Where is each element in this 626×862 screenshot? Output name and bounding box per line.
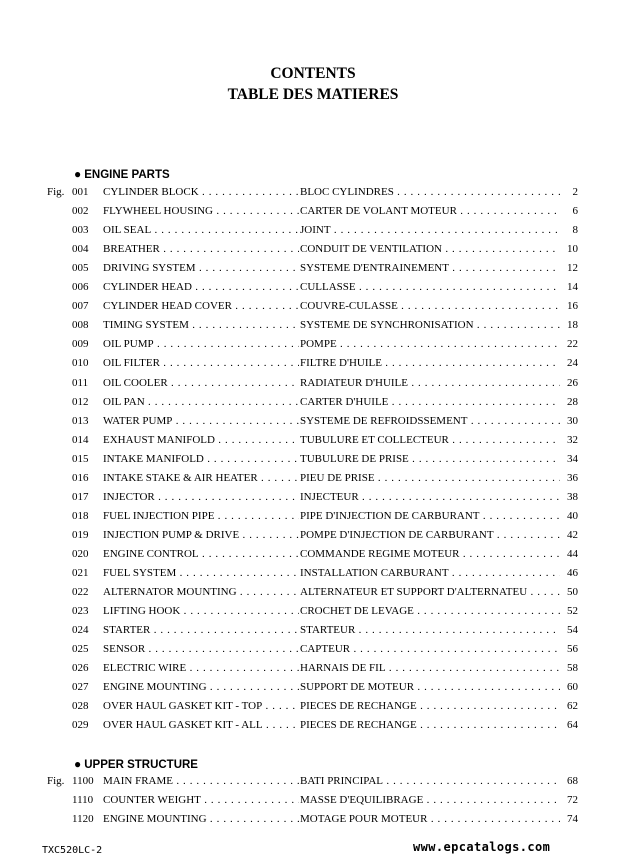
- page-number: 68: [560, 774, 578, 788]
- english-title: [103, 337, 299, 351]
- figure-number: 1120: [72, 813, 94, 826]
- figure-number: 014: [72, 433, 89, 446]
- fig-label: Fig.: [47, 775, 65, 787]
- english-title: [103, 680, 299, 694]
- toc-entry: [0, 356, 626, 375]
- french-title-text: MOTAGE POUR MOTEUR . . .: [300, 813, 568, 825]
- french-title-text: TUBULURE ET COLLECTEUR . . .: [300, 434, 568, 446]
- english-title-text: FUEL INJECTION PIPE . . .: [103, 510, 299, 522]
- french-title-text: CAPTEUR . . .: [300, 643, 568, 655]
- french-title: [300, 566, 568, 580]
- page-number: 22: [560, 337, 578, 351]
- figure-number: 003: [72, 224, 89, 237]
- figure-number: 010: [72, 357, 89, 370]
- french-title: [300, 395, 568, 409]
- english-title-text: ENGINE CONTROL . . .: [103, 548, 299, 560]
- french-title: [300, 642, 568, 656]
- french-title-text: PIPE D'INJECTION DE CARBURANT . . .: [300, 510, 568, 522]
- french-title-text: HARNAIS DE FIL . . .: [300, 662, 568, 674]
- figure-number: 027: [72, 681, 89, 694]
- french-title-text: SYSTEME D'ENTRAINEMENT . . .: [300, 262, 568, 274]
- french-title: [300, 204, 568, 218]
- figure-number: 017: [72, 490, 89, 503]
- figure-number: 001: [72, 186, 89, 198]
- english-title: [103, 793, 299, 807]
- page-number: 46: [560, 566, 578, 580]
- english-title: [103, 585, 299, 599]
- figure-number: 1110: [72, 794, 94, 807]
- toc-entry: [0, 280, 626, 299]
- french-title-text: POMPE . . .: [300, 338, 568, 350]
- figure-number: 016: [72, 471, 89, 484]
- english-title-text: CYLINDER HEAD COVER . . .: [103, 300, 299, 312]
- french-title: [300, 661, 568, 675]
- figure-number: 026: [72, 662, 89, 675]
- english-title: [103, 490, 299, 504]
- french-title-text: POMPE D'INJECTION DE CARBURANT . . .: [300, 529, 568, 541]
- french-title-text: TUBULURE DE PRISE . . .: [300, 453, 568, 465]
- french-title: [300, 299, 568, 313]
- fig-label: Fig.: [47, 186, 65, 198]
- page-subtitle: TABLE DES MATIERES: [227, 86, 399, 103]
- section-title: ENGINE PARTS: [84, 169, 170, 181]
- english-title-text: CYLINDER HEAD . . .: [103, 281, 299, 293]
- french-title: [300, 356, 568, 370]
- toc-entry: [0, 547, 626, 566]
- toc-entry: [0, 414, 626, 433]
- page-number: 10: [560, 242, 578, 256]
- figure-number: 021: [72, 567, 89, 579]
- english-title: [103, 547, 299, 561]
- figure-number: 029: [72, 719, 89, 732]
- figure-number: 012: [72, 395, 89, 408]
- english-title-text: OVER HAUL GASKET KIT - TOP . . .: [103, 700, 299, 712]
- english-title: [103, 699, 299, 713]
- figure-number: 025: [72, 643, 89, 656]
- page-number: 74: [560, 812, 578, 826]
- french-title: [300, 528, 568, 542]
- french-title: [300, 471, 568, 485]
- toc-entry: [0, 452, 626, 471]
- english-title: [103, 661, 299, 675]
- english-title: [103, 433, 299, 447]
- toc-entry: [0, 471, 626, 490]
- english-title: [103, 261, 299, 275]
- figure-number: 019: [72, 528, 89, 541]
- french-title-text: INSTALLATION CARBURANT . . .: [300, 567, 568, 579]
- toc-entry: [0, 490, 626, 509]
- page-number: 56: [560, 642, 578, 656]
- page-title: CONTENTS: [270, 65, 356, 82]
- page-number: 6: [560, 204, 578, 218]
- figure-number: 007: [72, 300, 89, 313]
- english-title-text: LIFTING HOOK . . .: [103, 605, 299, 617]
- toc-entry: [0, 528, 626, 547]
- french-title-text: FILTRE D'HUILE . . .: [300, 357, 568, 369]
- page-number: 54: [560, 623, 578, 637]
- page-number: 12: [560, 261, 578, 275]
- english-title: [103, 642, 299, 656]
- page-number: 16: [560, 299, 578, 313]
- english-title-text: OIL FILTER . . .: [103, 357, 299, 369]
- toc-entry: [0, 566, 626, 585]
- english-title: [103, 471, 299, 485]
- english-title-text: INTAKE MANIFOLD . . .: [103, 453, 299, 465]
- page-number: 18: [560, 318, 578, 332]
- french-title-text: SUPPORT DE MOTEUR . . .: [300, 681, 568, 693]
- figure-number: 004: [72, 243, 89, 256]
- french-title-text: INJECTEUR . . .: [300, 491, 568, 503]
- page-number: 64: [560, 718, 578, 732]
- page-number: 42: [560, 528, 578, 542]
- toc-entry: [0, 793, 626, 812]
- section-title: UPPER STRUCTURE: [84, 759, 198, 771]
- french-title-text: JOINT . . .: [300, 224, 568, 236]
- french-title: [300, 223, 568, 237]
- french-title-text: CONDUIT DE VENTILATION . . .: [300, 243, 568, 255]
- document-code: TXC520LC-2: [42, 845, 103, 856]
- english-title-text: ELECTRIC WIRE . . .: [103, 662, 299, 674]
- english-title-text: WATER PUMP . . .: [103, 415, 299, 427]
- page-number: 14: [560, 280, 578, 294]
- toc-entry: [0, 661, 626, 680]
- toc-entry: [0, 261, 626, 280]
- french-title: [300, 812, 568, 826]
- french-title: [300, 280, 568, 294]
- page-number: 28: [560, 395, 578, 409]
- english-title: [103, 452, 299, 466]
- french-title: [300, 585, 568, 599]
- page-number: 58: [560, 661, 578, 675]
- english-title-text: CYLINDER BLOCK . . .: [103, 186, 299, 198]
- english-title: [103, 318, 299, 332]
- section-heading-engine-parts: [74, 167, 170, 181]
- french-title: [300, 376, 568, 390]
- english-title: [103, 395, 299, 409]
- toc-entry: [0, 718, 626, 737]
- french-title: [300, 623, 568, 637]
- english-title: [103, 509, 299, 523]
- toc-entry: [0, 774, 626, 793]
- page-number: 2: [560, 185, 578, 199]
- figure-number: 006: [72, 281, 89, 294]
- toc-entry: [0, 585, 626, 604]
- english-title-text: ENGINE MOUNTING . . .: [103, 681, 299, 693]
- french-title-text: CARTER D'HUILE . . .: [300, 396, 568, 408]
- page-number: 30: [560, 414, 578, 428]
- french-title: [300, 793, 568, 807]
- figure-number: 020: [72, 547, 89, 560]
- french-title: [300, 318, 568, 332]
- french-title: [300, 452, 568, 466]
- figure-number: 024: [72, 624, 89, 637]
- toc-entry: [0, 680, 626, 699]
- figure-number: 015: [72, 452, 89, 465]
- figure-number: 023: [72, 605, 89, 618]
- bullet-icon: ●: [74, 167, 82, 181]
- french-title: [300, 337, 568, 351]
- french-title-text: ALTERNATEUR ET SUPPORT D'ALTERNATEU . . .: [300, 586, 568, 598]
- english-title: [103, 528, 299, 542]
- figure-number: 013: [72, 414, 89, 427]
- english-title-text: OIL PAN . . .: [103, 396, 299, 408]
- french-title: [300, 414, 568, 428]
- figure-number: 009: [72, 338, 89, 351]
- french-title-text: CROCHET DE LEVAGE . . .: [300, 605, 568, 617]
- french-title-text: COUVRE-CULASSE . . .: [300, 300, 568, 312]
- french-title: [300, 433, 568, 447]
- french-title-text: PIEU DE PRISE . . .: [300, 472, 568, 484]
- page-number: 34: [560, 452, 578, 466]
- toc-entry: [0, 623, 626, 642]
- english-title-text: EXHAUST MANIFOLD . . .: [103, 434, 299, 446]
- english-title-text: ENGINE MOUNTING . . .: [103, 813, 299, 825]
- page-number: 8: [560, 223, 578, 237]
- english-title: [103, 356, 299, 370]
- watermark-url: www.epcatalogs.com: [413, 840, 551, 854]
- toc-entry: [0, 699, 626, 718]
- english-title-text: OIL PUMP . . .: [103, 338, 299, 350]
- english-title-text: FUEL SYSTEM . . .: [103, 567, 299, 579]
- toc-entry: [0, 812, 626, 831]
- english-title-text: SENSOR . . .: [103, 643, 299, 655]
- english-title: [103, 812, 299, 826]
- page-number: 40: [560, 509, 578, 523]
- section-heading-upper-structure: [74, 757, 198, 771]
- english-title: [103, 280, 299, 294]
- english-title-text: TIMING SYSTEM . . .: [103, 319, 299, 331]
- english-title-text: INTAKE STAKE & AIR HEATER . . .: [103, 472, 299, 484]
- page-number: 72: [560, 793, 578, 807]
- english-title: [103, 299, 299, 313]
- french-title-text: COMMANDE REGIME MOTEUR . . .: [300, 548, 568, 560]
- english-title-text: INJECTION PUMP & DRIVE . . .: [103, 529, 299, 541]
- figure-number: 011: [72, 376, 89, 389]
- french-title: [300, 680, 568, 694]
- english-title: [103, 604, 299, 618]
- french-title-text: SYSTEME DE REFROIDSSEMENT . . .: [300, 415, 568, 427]
- toc-entry: [0, 395, 626, 414]
- french-title-text: BATI PRINCIPAL . . .: [300, 775, 568, 787]
- english-title: [103, 223, 299, 237]
- french-title-text: CARTER DE VOLANT MOTEUR . . .: [300, 205, 568, 217]
- french-title-text: PIECES DE RECHANGE . . .: [300, 719, 568, 731]
- english-title: [103, 185, 299, 199]
- english-title: [103, 414, 299, 428]
- french-title-text: SYSTEME DE SYNCHRONISATION . . .: [300, 319, 568, 331]
- french-title: [300, 718, 568, 732]
- figure-number: 008: [72, 319, 89, 332]
- english-title: [103, 376, 299, 390]
- french-title: [300, 261, 568, 275]
- toc-entry: [0, 318, 626, 337]
- english-title: [103, 204, 299, 218]
- bullet-icon: ●: [74, 757, 82, 771]
- french-title: [300, 604, 568, 618]
- french-title: [300, 699, 568, 713]
- french-title-text: CULLASSE . . .: [300, 281, 568, 293]
- page-number: 32: [560, 433, 578, 447]
- toc-entry: [0, 204, 626, 223]
- french-title: [300, 242, 568, 256]
- english-title-text: ALTERNATOR MOUNTING . . .: [103, 586, 299, 598]
- french-title: [300, 185, 568, 199]
- page-number: 50: [560, 585, 578, 599]
- figure-number: 1100: [72, 775, 94, 787]
- page-number: 36: [560, 471, 578, 485]
- toc-entry: [0, 185, 626, 204]
- toc-entry: [0, 376, 626, 395]
- toc-entry: [0, 433, 626, 452]
- english-title-text: FLYWHEEL HOUSING . . .: [103, 205, 299, 217]
- french-title-text: RADIATEUR D'HUILE . . .: [300, 377, 568, 389]
- figure-number: 002: [72, 205, 89, 218]
- french-title-text: PIECES DE RECHANGE . . .: [300, 700, 568, 712]
- figure-number: 005: [72, 262, 89, 275]
- english-title-text: MAIN FRAME . . .: [103, 775, 299, 787]
- french-title: [300, 547, 568, 561]
- toc-entry: [0, 299, 626, 318]
- toc-entry: [0, 242, 626, 261]
- french-title-text: MASSE D'EQUILIBRAGE . . .: [300, 794, 568, 806]
- english-title: [103, 623, 299, 637]
- page-number: 62: [560, 699, 578, 713]
- figure-number: 028: [72, 700, 89, 713]
- toc-entry: [0, 604, 626, 623]
- english-title: [103, 566, 299, 580]
- page-number: 52: [560, 604, 578, 618]
- french-title: [300, 509, 568, 523]
- english-title-text: BREATHER . . .: [103, 243, 299, 255]
- figure-number: 018: [72, 509, 89, 522]
- toc-entry: [0, 509, 626, 528]
- english-title: [103, 774, 299, 788]
- english-title-text: OIL SEAL . . .: [103, 224, 299, 236]
- english-title-text: OIL COOLER . . .: [103, 377, 299, 389]
- toc-entry: [0, 223, 626, 242]
- english-title-text: DRIVING SYSTEM . . .: [103, 262, 299, 274]
- page-number: 44: [560, 547, 578, 561]
- english-title: [103, 242, 299, 256]
- toc-entry: [0, 337, 626, 356]
- page-number: 24: [560, 356, 578, 370]
- english-title-text: INJECTOR . . .: [103, 491, 299, 503]
- page-number: 60: [560, 680, 578, 694]
- french-title-text: BLOC CYLINDRES . . .: [300, 186, 568, 198]
- page-number: 26: [560, 376, 578, 390]
- toc-entry: [0, 642, 626, 661]
- english-title-text: STARTER . . .: [103, 624, 299, 636]
- page-number: 38: [560, 490, 578, 504]
- english-title-text: OVER HAUL GASKET KIT - ALL . . .: [103, 719, 299, 731]
- french-title: [300, 774, 568, 788]
- english-title: [103, 718, 299, 732]
- french-title: [300, 490, 568, 504]
- english-title-text: COUNTER WEIGHT . . .: [103, 794, 299, 806]
- figure-number: 022: [72, 586, 89, 599]
- french-title-text: STARTEUR . . .: [300, 624, 568, 636]
